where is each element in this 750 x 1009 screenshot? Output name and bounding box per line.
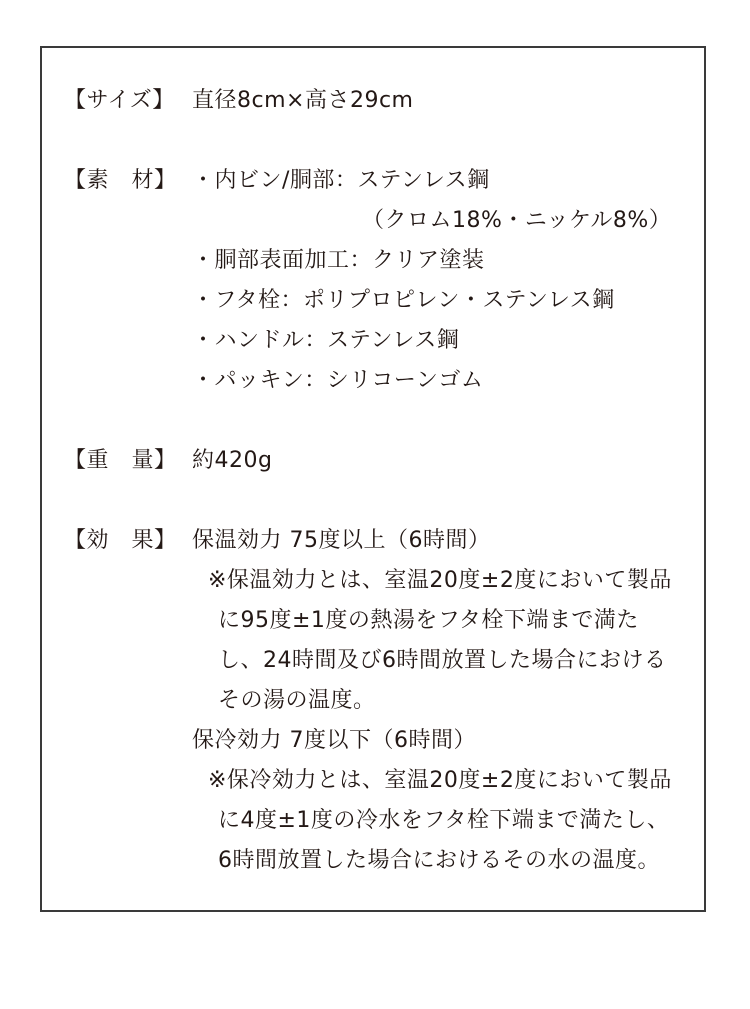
cold-note-line: 6時間放置した場合におけるその水の温度。 (218, 848, 660, 873)
material-item: ・内ビン/胴部：ステンレス鋼 (192, 168, 490, 193)
material-label: 【素 材】 (64, 168, 177, 193)
weight-value: 約420g (192, 448, 273, 473)
heat-note-line: し、24時間及び6時間放置した場合における (218, 648, 667, 673)
heat-retention-title: 保温効力 75度以上（6時間） (192, 528, 491, 553)
size-label: 【サイズ】 (64, 88, 175, 113)
heat-note-line: に95度±1度の熱湯をフタ栓下端まで満た (218, 608, 639, 633)
effect-label: 【効 果】 (64, 528, 177, 553)
cold-retention-title: 保冷効力 7度以下（6時間） (192, 728, 476, 753)
weight-label: 【重 量】 (64, 448, 177, 473)
size-value: 直径8cm×高さ29cm (192, 88, 414, 113)
heat-note-line: ※保温効力とは、室温20度±2度において製品 (208, 568, 672, 593)
material-item: ・胴部表面加工：クリア塗装 (192, 248, 485, 273)
material-item: ・パッキン：シリコーンゴム (192, 368, 484, 393)
heat-note-line: その湯の温度。 (218, 688, 376, 713)
cold-note-line: ※保冷効力とは、室温20度±2度において製品 (208, 768, 672, 793)
cold-note-line: に4度±1度の冷水をフタ栓下端まで満たし、 (218, 808, 670, 833)
material-item: ・フタ栓：ポリプロピレン・ステンレス鋼 (192, 288, 615, 313)
material-item: （クロム18%・ニッケル8%） (362, 208, 672, 233)
material-item: ・ハンドル：ステンレス鋼 (192, 328, 460, 353)
